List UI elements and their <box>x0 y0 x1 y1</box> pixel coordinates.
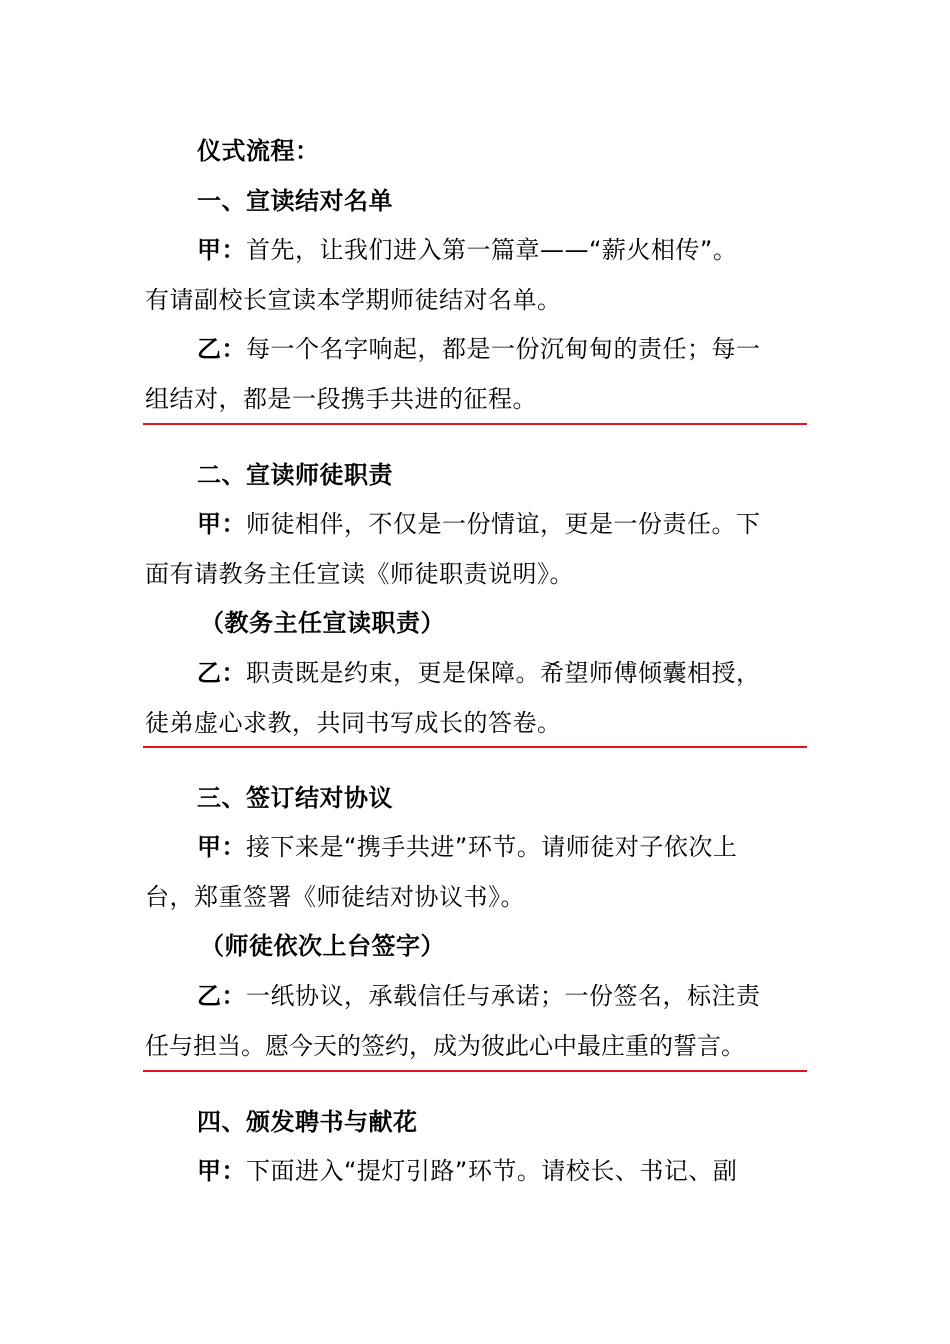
paragraph-yi-3 <box>197 981 807 1011</box>
speaker-yi-label: 乙： <box>197 982 246 1010</box>
section-divider <box>143 1070 807 1072</box>
paragraph-text: 台，郑重签署《师徒结对协议书》。 <box>145 883 525 911</box>
speaker-yi-label: 乙： <box>197 659 246 687</box>
paragraph-text: 面有请教务主任宣读《师徒职责说明》。 <box>145 560 574 588</box>
paragraph-text: 任与担当。愿今天的签约，成为彼此心中最庄重的誓言。 <box>145 1032 745 1060</box>
paragraph-jia-2 <box>197 509 807 539</box>
paragraph-text: 有请副校长宣读本学期师徒结对名单。 <box>145 286 562 314</box>
section-title-4: 四、颁发聘书与献花 <box>197 1108 418 1136</box>
paragraph-text: 接下来是“携手共进”环节。请师徒对子依次上 <box>246 833 738 861</box>
paragraph-text: 一纸协议，承载信任与承诺；一份签名，标注责 <box>246 982 761 1010</box>
speaker-jia-label: 甲： <box>197 833 246 861</box>
speaker-yi-label: 乙： <box>197 335 246 363</box>
paragraph-jia-1 <box>197 235 807 265</box>
paragraph-text: 师徒相伴，不仅是一份情谊，更是一份责任。下 <box>246 510 761 538</box>
section-title-1: 一、宣读结对名单 <box>197 187 393 215</box>
paragraph-jia-4 <box>197 1156 807 1186</box>
paragraph-yi-2 <box>197 658 807 688</box>
stage-note-2: （教务主任宣读职责） <box>200 609 445 637</box>
speaker-jia-label: 甲： <box>197 510 246 538</box>
section-title-3: 三、签订结对协议 <box>197 784 393 812</box>
section-divider <box>143 423 807 425</box>
ceremony-heading: 仪式流程： <box>197 137 320 165</box>
section-divider <box>143 746 807 748</box>
paragraph-text: 职责既是约束，更是保障。希望师傅倾囊相授， <box>246 659 761 687</box>
speaker-jia-label: 甲： <box>197 1157 246 1185</box>
section-title-2: 二、宣读师徒职责 <box>197 461 393 489</box>
paragraph-text: 下面进入“提灯引路”环节。请校长、书记、副 <box>246 1157 738 1185</box>
paragraph-yi-1 <box>197 334 807 364</box>
paragraph-text: 组结对，都是一段携手共进的征程。 <box>145 385 537 413</box>
paragraph-jia-3 <box>197 832 807 862</box>
speaker-jia-label: 甲： <box>197 236 246 264</box>
paragraph-text: 徒弟虚心求教，共同书写成长的答卷。 <box>145 709 562 737</box>
paragraph-text: 首先，让我们进入第一篇章——“薪火相传”。 <box>246 236 738 264</box>
stage-note-3: （师徒依次上台签字） <box>200 932 445 960</box>
paragraph-text: 每一个名字响起，都是一份沉甸甸的责任；每一 <box>246 335 761 363</box>
